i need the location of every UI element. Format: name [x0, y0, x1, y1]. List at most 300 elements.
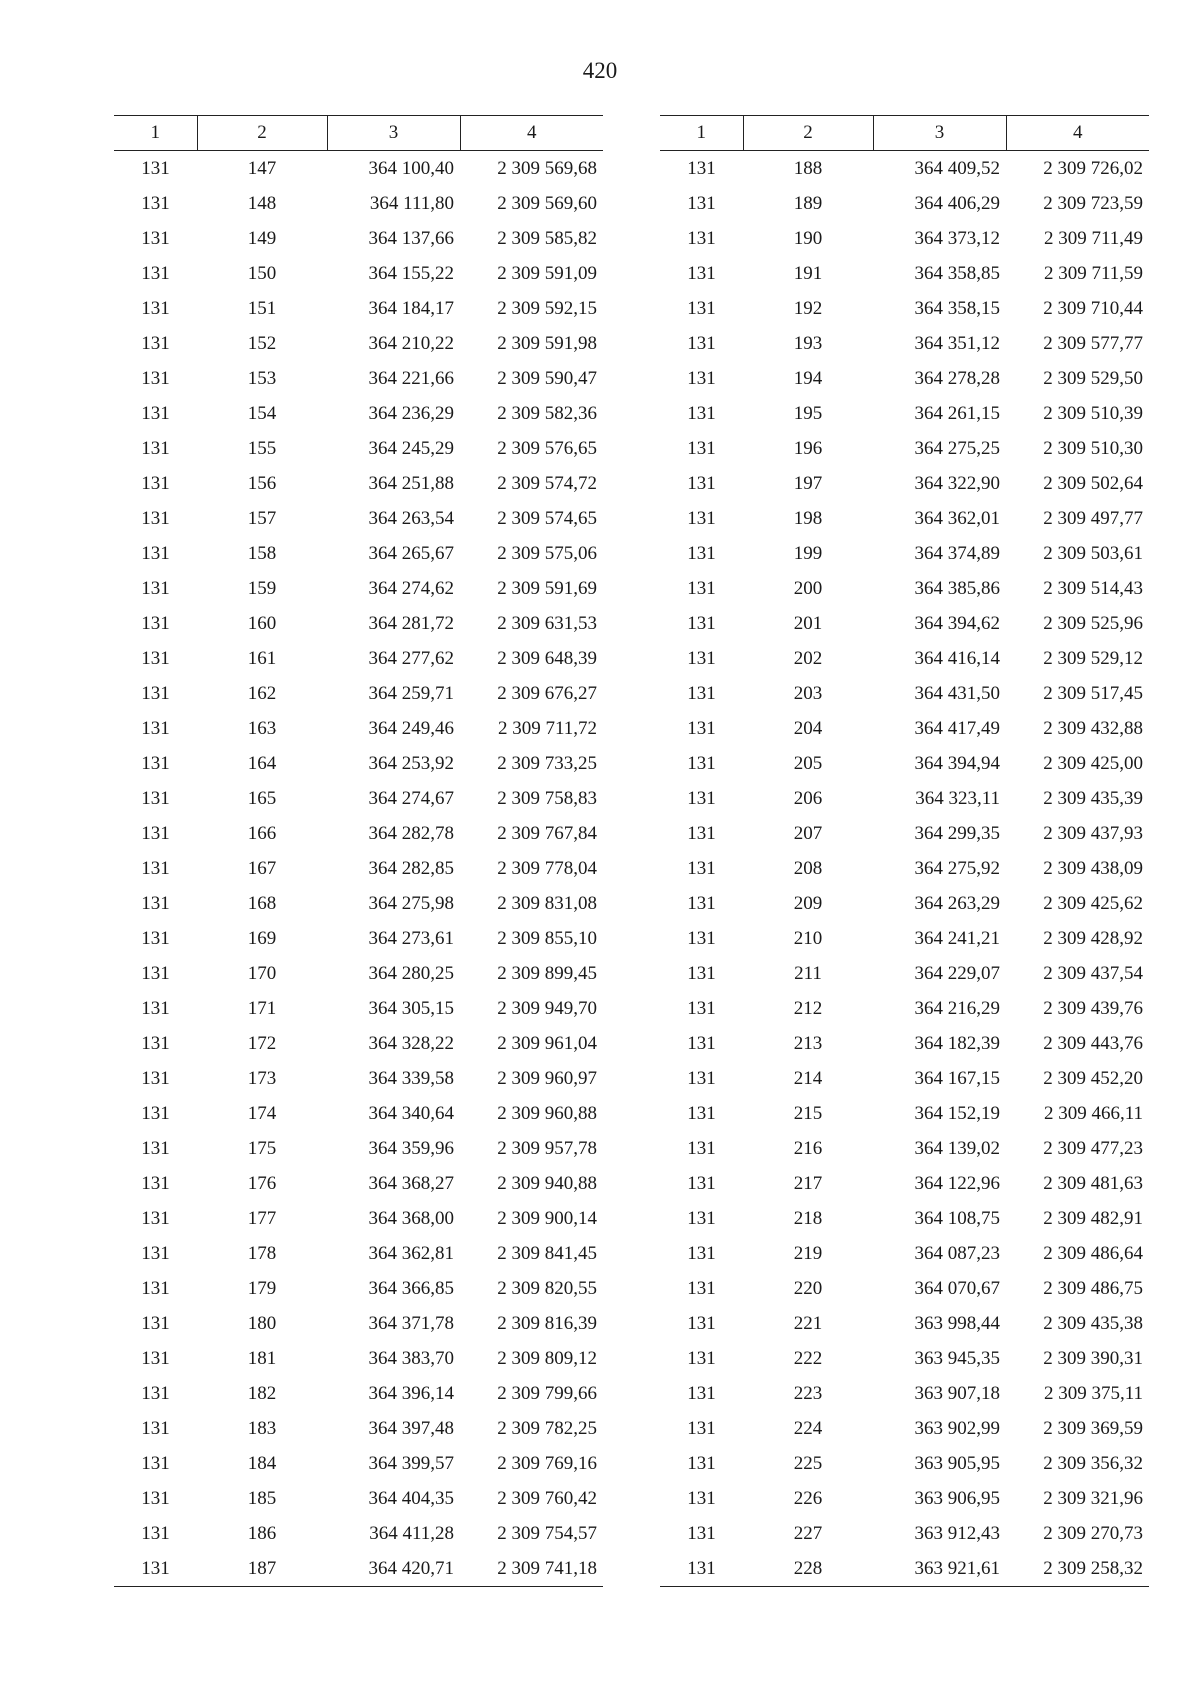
table-cell: 131	[141, 578, 170, 599]
table-cell: 131	[141, 473, 170, 494]
table-cell: 2 309 437,93	[1043, 823, 1143, 844]
table-cell: 226	[793, 1488, 823, 1509]
table-row	[114, 186, 603, 221]
table-cell: 364 167,15	[914, 1068, 1000, 1089]
table-cell: 2 309 591,09	[497, 263, 597, 284]
table-cell: 131	[141, 1523, 170, 1544]
table-cell: 364 340,64	[368, 1103, 454, 1124]
table-cell: 2 309 591,69	[497, 578, 597, 599]
table-cell: 211	[794, 963, 822, 984]
table-cell: 2 309 390,31	[1043, 1348, 1143, 1369]
table-cell: 364 210,22	[368, 333, 454, 354]
table-row	[660, 676, 1149, 711]
coordinates-table-right	[660, 115, 1149, 1587]
table-cell: 2 309 949,70	[497, 998, 597, 1019]
table-cell: 175	[247, 1138, 277, 1159]
table-cell: 2 309 710,44	[1043, 298, 1143, 319]
table-cell: 209	[793, 893, 823, 914]
table-row	[114, 606, 603, 641]
table-row	[660, 1516, 1149, 1551]
table-cell: 364 277,62	[368, 648, 454, 669]
table-cell: 220	[793, 1278, 823, 1299]
table-row	[114, 956, 603, 991]
table-cell: 2 309 831,08	[497, 893, 597, 914]
table-cell: 154	[247, 403, 277, 424]
table-cell: 364 359,96	[368, 1138, 454, 1159]
table-cell: 364 275,98	[368, 893, 454, 914]
table-row	[660, 746, 1149, 781]
table-cell: 364 299,35	[914, 823, 1000, 844]
table-cell: 131	[141, 438, 170, 459]
table-cell: 363 945,35	[914, 1348, 1000, 1369]
table-row	[114, 991, 603, 1026]
table-row	[114, 1026, 603, 1061]
table-cell: 131	[687, 1173, 716, 1194]
table-cell: 204	[793, 718, 823, 739]
table-cell: 2 309 769,16	[497, 1453, 597, 1474]
table-cell: 131	[141, 1488, 170, 1509]
table-cell: 364 152,19	[914, 1103, 1000, 1124]
table-cell: 2 309 425,00	[1043, 753, 1143, 774]
table-row	[114, 571, 603, 606]
table-cell: 131	[687, 403, 716, 424]
table-cell: 364 273,61	[368, 928, 454, 949]
table-row	[660, 186, 1149, 221]
table-cell: 218	[793, 1208, 823, 1229]
table-cell: 156	[247, 473, 277, 494]
table-cell: 364 111,80	[369, 193, 454, 214]
table-cell: 165	[247, 788, 277, 809]
table-cell: 364 322,90	[914, 473, 1000, 494]
table-cell: 363 902,99	[914, 1418, 1000, 1439]
table-row	[114, 921, 603, 956]
page-number: 420	[582, 58, 618, 83]
table-row	[660, 536, 1149, 571]
table-cell: 2 309 733,25	[497, 753, 597, 774]
table-cell: 2 309 435,38	[1043, 1313, 1143, 1334]
table-cell: 363 912,43	[914, 1523, 1000, 1544]
table-row	[660, 816, 1149, 851]
table-cell: 131	[141, 648, 170, 669]
table-cell: 364 431,50	[914, 683, 1000, 704]
table-row	[114, 1411, 603, 1446]
table-cell: 215	[793, 1103, 823, 1124]
table-cell: 363 905,95	[914, 1453, 1000, 1474]
table-cell: 2 309 503,61	[1043, 543, 1143, 564]
table-cell: 131	[687, 438, 716, 459]
table-row	[660, 1376, 1149, 1411]
table-cell: 364 362,81	[368, 1243, 454, 1264]
table-cell: 131	[687, 1033, 716, 1054]
table-cell: 2 309 767,84	[497, 823, 597, 844]
table-cell: 131	[687, 1103, 716, 1124]
table-cell: 364 420,71	[327, 1551, 460, 1587]
table-cell: 363 998,44	[914, 1313, 1000, 1334]
table-cell: 364 229,07	[914, 963, 1000, 984]
table-cell: 2 309 723,59	[1043, 193, 1143, 214]
table-cell: 199	[793, 543, 823, 564]
table-cell: 193	[793, 333, 823, 354]
table-cell: 2 309 574,65	[497, 508, 597, 529]
table-cell: 364 251,88	[368, 473, 454, 494]
table-row	[660, 291, 1149, 326]
table-cell: 2 309 321,96	[1043, 1488, 1143, 1509]
table-cell: 131	[687, 683, 716, 704]
table-cell: 364 261,15	[914, 403, 1000, 424]
table-row	[660, 1026, 1149, 1061]
table-cell: 131	[141, 998, 170, 1019]
table-cell: 183	[247, 1418, 277, 1439]
table-row	[114, 431, 603, 466]
table-cell: 171	[247, 998, 277, 1019]
table-cell: 197	[793, 473, 823, 494]
table-row	[660, 396, 1149, 431]
table-cell: 177	[247, 1208, 277, 1229]
table-cell: 131	[141, 368, 170, 389]
table-cell: 131	[141, 823, 170, 844]
table-cell: 2 309 577,77	[1043, 333, 1143, 354]
table-row	[114, 641, 603, 676]
table-cell: 161	[247, 648, 277, 669]
table-cell: 2 309 481,63	[1043, 1173, 1143, 1194]
table-cell: 149	[247, 228, 277, 249]
table-cell: 2 309 631,53	[497, 613, 597, 634]
table-row	[114, 1446, 603, 1481]
table-row	[114, 1061, 603, 1096]
table-cell: 364 275,25	[914, 438, 1000, 459]
table-cell: 364 245,29	[368, 438, 454, 459]
table-cell: 2 309 569,68	[497, 158, 597, 179]
table-row	[114, 781, 603, 816]
table-row	[660, 641, 1149, 676]
table-row	[114, 816, 603, 851]
table-cell: 131	[141, 683, 170, 704]
table-cell: 131	[141, 1068, 170, 1089]
table-row	[114, 851, 603, 886]
table-cell: 364 281,72	[368, 613, 454, 634]
table-cell: 131	[687, 893, 716, 914]
table-cell: 363 921,61	[873, 1551, 1006, 1587]
table-row	[114, 676, 603, 711]
table-cell: 131	[141, 1278, 170, 1299]
table-row	[660, 361, 1149, 396]
table-row	[114, 466, 603, 501]
table-cell: 364 368,27	[368, 1173, 454, 1194]
column-header: 1	[660, 116, 743, 151]
table-row	[660, 1481, 1149, 1516]
table-cell: 131	[687, 858, 716, 879]
table-cell: 131	[687, 333, 716, 354]
table-cell: 2 309 590,47	[497, 368, 597, 389]
table-cell: 2 309 486,75	[1043, 1278, 1143, 1299]
table-cell: 131	[687, 1418, 716, 1439]
table-cell: 2 309 369,59	[1043, 1418, 1143, 1439]
table-cell: 131	[687, 1138, 716, 1159]
table-row	[114, 221, 603, 256]
table-cell: 150	[247, 263, 277, 284]
table-cell: 2 309 778,04	[497, 858, 597, 879]
table-cell: 2 309 435,39	[1043, 788, 1143, 809]
table-cell: 364 416,14	[914, 648, 1000, 669]
table-cell: 2 309 258,32	[1006, 1551, 1149, 1587]
table-cell: 131	[687, 753, 716, 774]
table-cell: 166	[247, 823, 277, 844]
table-cell: 2 309 356,32	[1043, 1453, 1143, 1474]
table-cell: 364 373,12	[914, 228, 1000, 249]
table-cell: 2 309 428,92	[1043, 928, 1143, 949]
table-cell: 198	[793, 508, 823, 529]
table-cell: 223	[793, 1383, 823, 1404]
table-cell: 2 309 452,20	[1043, 1068, 1143, 1089]
table-cell: 364 259,71	[368, 683, 454, 704]
table-row	[114, 886, 603, 921]
table-cell: 228	[743, 1551, 873, 1587]
table-cell: 131	[141, 403, 170, 424]
table-cell: 364 394,94	[914, 753, 1000, 774]
table-cell: 364 368,00	[368, 1208, 454, 1229]
table-cell: 2 309 477,23	[1043, 1138, 1143, 1159]
table-header-row	[660, 116, 1149, 151]
table-cell: 2 309 375,11	[1043, 1383, 1143, 1404]
table-cell: 364 249,46	[368, 718, 454, 739]
table-cell: 205	[793, 753, 823, 774]
table-cell: 153	[247, 368, 277, 389]
table-cell: 2 309 940,88	[497, 1173, 597, 1194]
table-cell: 364 339,58	[368, 1068, 454, 1089]
table-cell: 131	[141, 193, 170, 214]
table-cell: 176	[247, 1173, 277, 1194]
table-cell: 364 371,78	[368, 1313, 454, 1334]
table-cell: 131	[687, 648, 716, 669]
table-cell: 131	[687, 1278, 716, 1299]
table-row	[660, 886, 1149, 921]
table-cell: 364 263,54	[368, 508, 454, 529]
table-cell: 2 309 425,62	[1043, 893, 1143, 914]
table-cell: 2 309 510,39	[1043, 403, 1143, 424]
table-cell: 2 309 582,36	[497, 403, 597, 424]
table-cell: 131	[141, 228, 170, 249]
table-row	[660, 1166, 1149, 1201]
table-cell: 131	[687, 823, 716, 844]
table-cell: 364 137,66	[368, 228, 454, 249]
table-cell: 2 309 482,91	[1043, 1208, 1143, 1229]
table-cell: 364 399,57	[368, 1453, 454, 1474]
table-cell: 148	[247, 193, 277, 214]
table-cell: 227	[793, 1523, 823, 1544]
table-row	[114, 1516, 603, 1551]
table-cell: 2 309 574,72	[497, 473, 597, 494]
table-row	[660, 711, 1149, 746]
table-cell: 131	[687, 578, 716, 599]
table-cell: 364 282,78	[368, 823, 454, 844]
table-cell: 169	[247, 928, 277, 949]
table-cell: 164	[247, 753, 277, 774]
table-row	[660, 781, 1149, 816]
table-cell: 364 274,62	[368, 578, 454, 599]
table-cell: 364 397,48	[368, 1418, 454, 1439]
table-cell: 131	[687, 1453, 716, 1474]
table-cell: 2 309 855,10	[497, 928, 597, 949]
table-cell: 178	[247, 1243, 277, 1264]
column-header: 4	[460, 116, 603, 151]
table-row	[660, 1236, 1149, 1271]
table-cell: 212	[793, 998, 823, 1019]
table-cell: 2 309 525,96	[1043, 613, 1143, 634]
table-cell: 363 907,18	[914, 1383, 1000, 1404]
table-cell: 162	[247, 683, 277, 704]
table-cell: 131	[141, 508, 170, 529]
table-cell: 159	[247, 578, 277, 599]
table-cell: 131	[687, 1488, 716, 1509]
table-cell: 131	[141, 718, 170, 739]
table-cell: 363 906,95	[914, 1488, 1000, 1509]
table-cell: 2 309 591,98	[497, 333, 597, 354]
table-cell: 364 241,21	[914, 928, 1000, 949]
table-cell: 189	[793, 193, 823, 214]
table-cell: 2 309 899,45	[497, 963, 597, 984]
table-row	[660, 256, 1149, 291]
table-cell: 152	[247, 333, 277, 354]
table-cell: 224	[793, 1418, 823, 1439]
table-cell: 131	[687, 508, 716, 529]
table-row	[660, 851, 1149, 886]
table-row	[660, 1341, 1149, 1376]
table-cell: 2 309 569,60	[497, 193, 597, 214]
table-cell: 364 323,11	[915, 788, 1000, 809]
table-cell: 364 184,17	[368, 298, 454, 319]
table-cell: 2 309 726,02	[1043, 158, 1143, 179]
table-cell: 2 309 497,77	[1043, 508, 1143, 529]
column-header: 4	[1006, 116, 1149, 151]
table-cell: 364 417,49	[914, 718, 1000, 739]
table-cell: 131	[687, 228, 716, 249]
table-cell: 2 309 466,11	[1043, 1103, 1143, 1124]
table-cell: 131	[141, 298, 170, 319]
table-cell: 131	[141, 1313, 170, 1334]
table-cell: 131	[687, 1383, 716, 1404]
table-cell: 2 309 820,55	[497, 1278, 597, 1299]
table-row	[660, 1131, 1149, 1166]
table-cell: 364 155,22	[368, 263, 454, 284]
table-cell: 364 385,86	[914, 578, 1000, 599]
table-cell: 2 309 960,97	[497, 1068, 597, 1089]
table-cell: 2 309 529,50	[1043, 368, 1143, 389]
table-cell: 131	[141, 928, 170, 949]
table-cell: 131	[687, 613, 716, 634]
table-cell: 2 309 900,14	[497, 1208, 597, 1229]
table-cell: 131	[687, 1348, 716, 1369]
table-cell: 364 182,39	[914, 1033, 1000, 1054]
table-cell: 208	[793, 858, 823, 879]
table-cell: 195	[793, 403, 823, 424]
table-cell: 2 309 741,18	[460, 1551, 603, 1587]
table-cell: 364 100,40	[368, 158, 454, 179]
table-cell: 131	[687, 298, 716, 319]
table-cell: 210	[793, 928, 823, 949]
table-cell: 131	[141, 893, 170, 914]
table-cell: 131	[141, 753, 170, 774]
table-row	[660, 606, 1149, 641]
table-cell: 131	[660, 1551, 743, 1587]
table-cell: 364 278,28	[914, 368, 1000, 389]
table-row	[660, 431, 1149, 466]
table-cell: 131	[141, 333, 170, 354]
table-cell: 2 309 592,15	[497, 298, 597, 319]
table-row	[660, 991, 1149, 1026]
table-cell: 131	[687, 963, 716, 984]
table-row	[660, 326, 1149, 361]
table-cell: 364 265,67	[368, 543, 454, 564]
table-cell: 364 396,14	[368, 1383, 454, 1404]
table-cell: 179	[247, 1278, 277, 1299]
table-cell: 207	[793, 823, 823, 844]
table-row	[114, 1166, 603, 1201]
table-cell: 2 309 575,06	[497, 543, 597, 564]
table-cell: 364 087,23	[914, 1243, 1000, 1264]
table-row	[114, 1341, 603, 1376]
table-cell: 225	[793, 1453, 823, 1474]
table-cell: 2 309 648,39	[497, 648, 597, 669]
table-cell: 192	[793, 298, 823, 319]
table-row	[114, 1481, 603, 1516]
table-cell: 222	[793, 1348, 823, 1369]
table-row	[660, 571, 1149, 606]
table-cell: 187	[197, 1551, 327, 1587]
table-cell: 170	[247, 963, 277, 984]
table-cell: 2 309 529,12	[1043, 648, 1143, 669]
table-row	[114, 326, 603, 361]
table-cell: 147	[247, 158, 277, 179]
table-row	[114, 396, 603, 431]
table-cell: 131	[687, 928, 716, 949]
table-cell: 2 309 439,76	[1043, 998, 1143, 1019]
table-cell: 364 383,70	[368, 1348, 454, 1369]
table-cell: 364 274,67	[368, 788, 454, 809]
table-cell: 131	[141, 613, 170, 634]
column-header: 1	[114, 116, 197, 151]
table-cell: 131	[141, 1418, 170, 1439]
table-cell: 191	[793, 263, 823, 284]
table-row	[114, 1236, 603, 1271]
table-cell: 174	[247, 1103, 277, 1124]
table-cell: 364 358,85	[914, 263, 1000, 284]
table-cell: 2 309 754,57	[497, 1523, 597, 1544]
table-row	[114, 1306, 603, 1341]
table-row	[660, 466, 1149, 501]
table-cell: 2 309 432,88	[1043, 718, 1143, 739]
table-cell: 2 309 438,09	[1043, 858, 1143, 879]
table-cell: 131	[687, 368, 716, 389]
table-cell: 364 406,29	[914, 193, 1000, 214]
table-row	[114, 291, 603, 326]
table-cell: 2 309 711,49	[1043, 228, 1143, 249]
table-cell: 364 280,25	[368, 963, 454, 984]
table-cell: 131	[687, 473, 716, 494]
table-cell: 364 305,15	[368, 998, 454, 1019]
table-cell: 131	[687, 543, 716, 564]
table-cell: 131	[141, 858, 170, 879]
table-cell: 131	[141, 788, 170, 809]
table-cell: 131	[687, 1208, 716, 1229]
table-cell: 2 309 809,12	[497, 1348, 597, 1369]
table-row	[660, 956, 1149, 991]
table-cell: 131	[141, 1103, 170, 1124]
column-header: 3	[873, 116, 1006, 151]
table-cell: 163	[247, 718, 277, 739]
column-header: 2	[197, 116, 327, 151]
table-cell: 151	[247, 298, 277, 319]
table-cell: 364 122,96	[914, 1173, 1000, 1194]
